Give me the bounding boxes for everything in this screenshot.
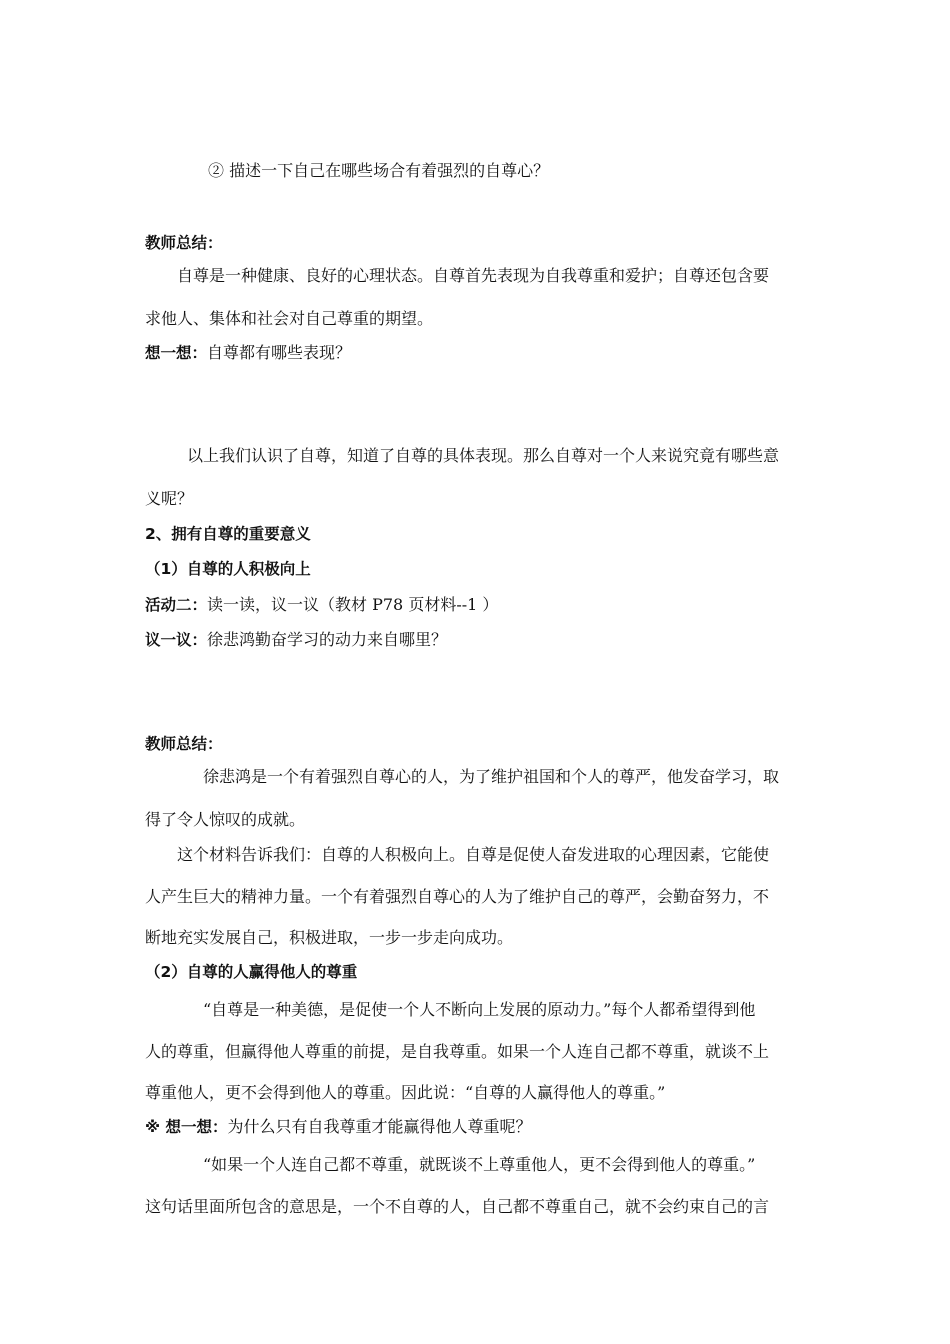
discuss-label: 议一议： xyxy=(145,631,208,649)
discuss-prompt xyxy=(145,630,447,650)
activity-prompt xyxy=(145,595,498,615)
summary-paragraph-line: 自尊是一种健康、良好的心理状态。自尊首先表现为自我尊重和爱护；自尊还包含要 xyxy=(177,266,770,285)
section-heading: 2、拥有自尊的重要意义 xyxy=(145,525,311,543)
think-prompt xyxy=(145,343,351,363)
summary-paragraph-line: 求他人、集体和社会对自己尊重的期望。 xyxy=(145,309,434,328)
teacher-summary-heading: 教师总结： xyxy=(145,234,223,252)
quote-paragraph-line: 尊重他人，更不会得到他人的尊重。因此说：“自尊的人赢得他人的尊重。” xyxy=(145,1083,666,1102)
material-paragraph-line: 人产生巨大的精神力量。一个有着强烈自尊心的人为了维护自己的尊严，会勤奋努力，不 xyxy=(145,887,770,906)
think-text: 为什么只有自我尊重才能赢得他人尊重呢？ xyxy=(227,1117,532,1136)
think-text: 自尊都有哪些表现？ xyxy=(207,343,352,362)
question-2: ② 描述一下自己在哪些场合有着强烈的自尊心？ xyxy=(208,161,550,180)
activity-text: 读一读，议一议（教材 P78 页材料--1 ） xyxy=(207,595,499,614)
teacher-summary-heading: 教师总结： xyxy=(145,735,223,753)
quote-paragraph-line: 人的尊重，但赢得他人尊重的前提，是自我尊重。如果一个人连自己都不尊重，就谈不上 xyxy=(145,1042,770,1061)
material-paragraph-line: 这个材料告诉我们：自尊的人积极向上。自尊是促使人奋发进取的心理因素，它能使 xyxy=(177,845,770,864)
final-paragraph-line: “如果一个人连自己都不尊重，就既谈不上尊重他人，更不会得到他人的尊重。” xyxy=(203,1155,756,1174)
discuss-text: 徐悲鸿勤奋学习的动力来自哪里？ xyxy=(207,630,448,649)
final-paragraph-line: 这句话里面所包含的意思是，一个不自尊的人，自己都不尊重自己，就不会约束自己的言 xyxy=(145,1197,770,1216)
quote-paragraph-line: “自尊是一种美德，是促使一个人不断向上发展的原动力。”每个人都希望得到他 xyxy=(203,1000,756,1019)
think-prompt xyxy=(145,1117,531,1137)
summary-paragraph-line: 徐悲鸿是一个有着强烈自尊心的人，为了维护祖国和个人的尊严，他发奋学习，取 xyxy=(203,767,780,786)
subsection-heading: （1）自尊的人积极向上 xyxy=(145,560,311,578)
intro-paragraph-line: 以上我们认识了自尊，知道了自尊的具体表现。那么自尊对一个人来说究竟有哪些意 xyxy=(187,446,780,465)
think-label: 想一想： xyxy=(145,344,208,362)
intro-paragraph-line: 义呢？ xyxy=(145,489,194,508)
material-paragraph-line: 断地充实发展自己，积极进取，一步一步走向成功。 xyxy=(145,928,514,947)
subsection-heading: （2）自尊的人赢得他人的尊重 xyxy=(145,963,358,981)
think-label: ※ 想一想： xyxy=(145,1118,228,1136)
summary-paragraph-line: 得了令人惊叹的成就。 xyxy=(145,810,306,829)
activity-label: 活动二： xyxy=(145,596,208,614)
